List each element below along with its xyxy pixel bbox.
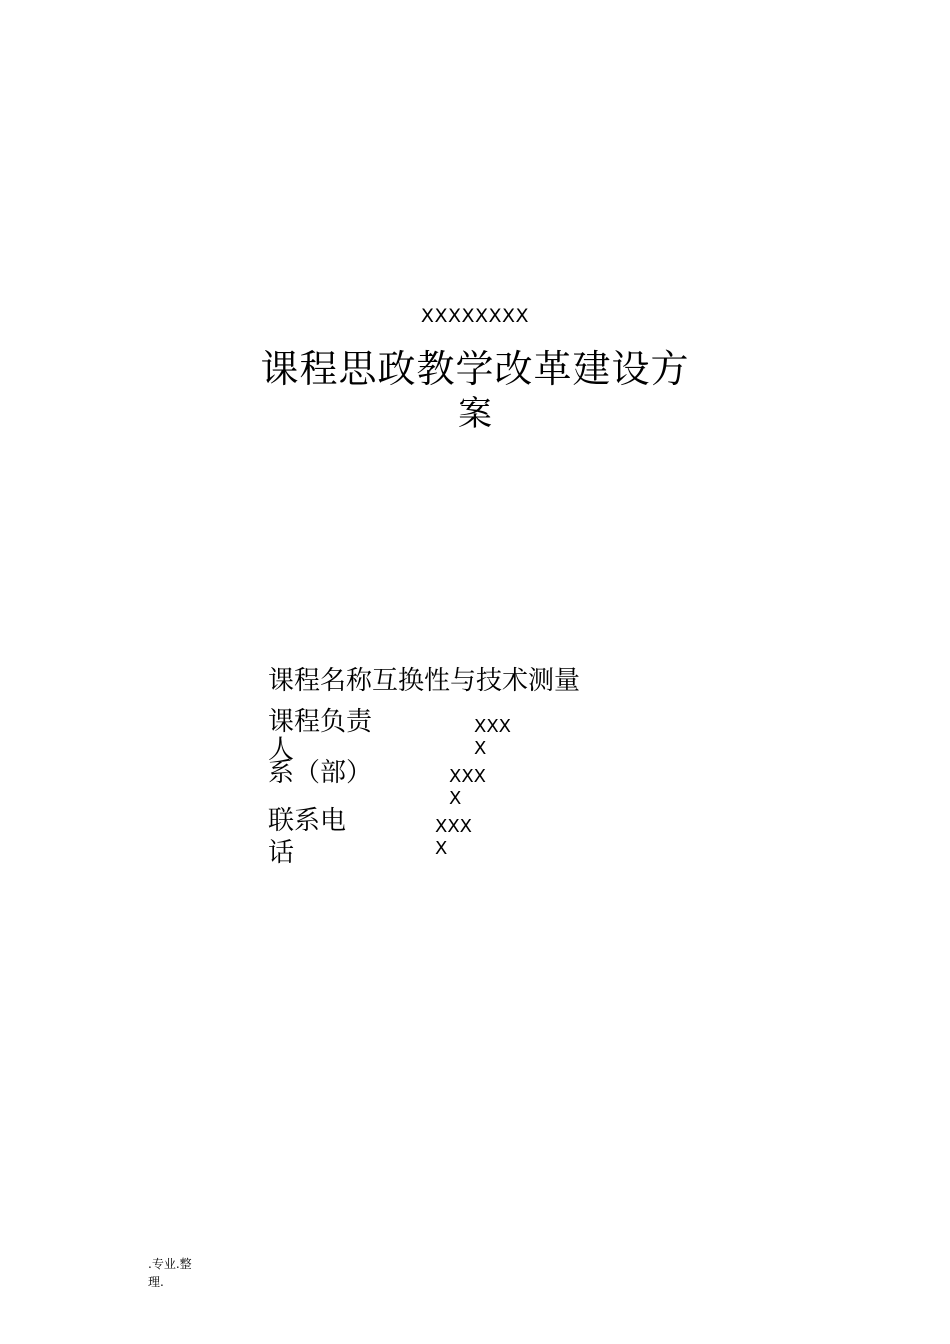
course-lead-label: [268, 706, 398, 765]
footer-line1: .专业.整: [148, 1257, 192, 1271]
course-lead-value-line2: X: [474, 738, 487, 759]
document-title-line2: 案: [458, 394, 492, 434]
document-title-line1: 课程思政教学改革建设方: [260, 347, 690, 391]
department-value-line1: XXX: [449, 766, 486, 787]
phone-value-line1: XXX: [435, 816, 472, 837]
course-lead-value: [474, 716, 511, 760]
department-label: 系（部）: [268, 758, 373, 788]
course-lead-label-line2: 人: [268, 735, 295, 765]
course-lead-label-line1: 课程负责: [268, 707, 373, 737]
phone-label: [268, 805, 346, 869]
school-name: XXXXXXXX: [420, 305, 530, 327]
phone-value: [435, 816, 472, 860]
phone-label-line2: 话: [268, 838, 295, 868]
course-name-field: 课程名称互换性与技术测量: [268, 666, 581, 696]
department-value: [449, 766, 486, 810]
phone-value-line2: X: [435, 838, 448, 859]
department-value-line2: X: [449, 788, 462, 809]
phone-label-line1: 联系电: [268, 806, 347, 836]
footer-line2: 理.: [148, 1275, 164, 1289]
course-lead-value-line1: XXX: [474, 716, 511, 737]
page-footer: [148, 1255, 192, 1291]
